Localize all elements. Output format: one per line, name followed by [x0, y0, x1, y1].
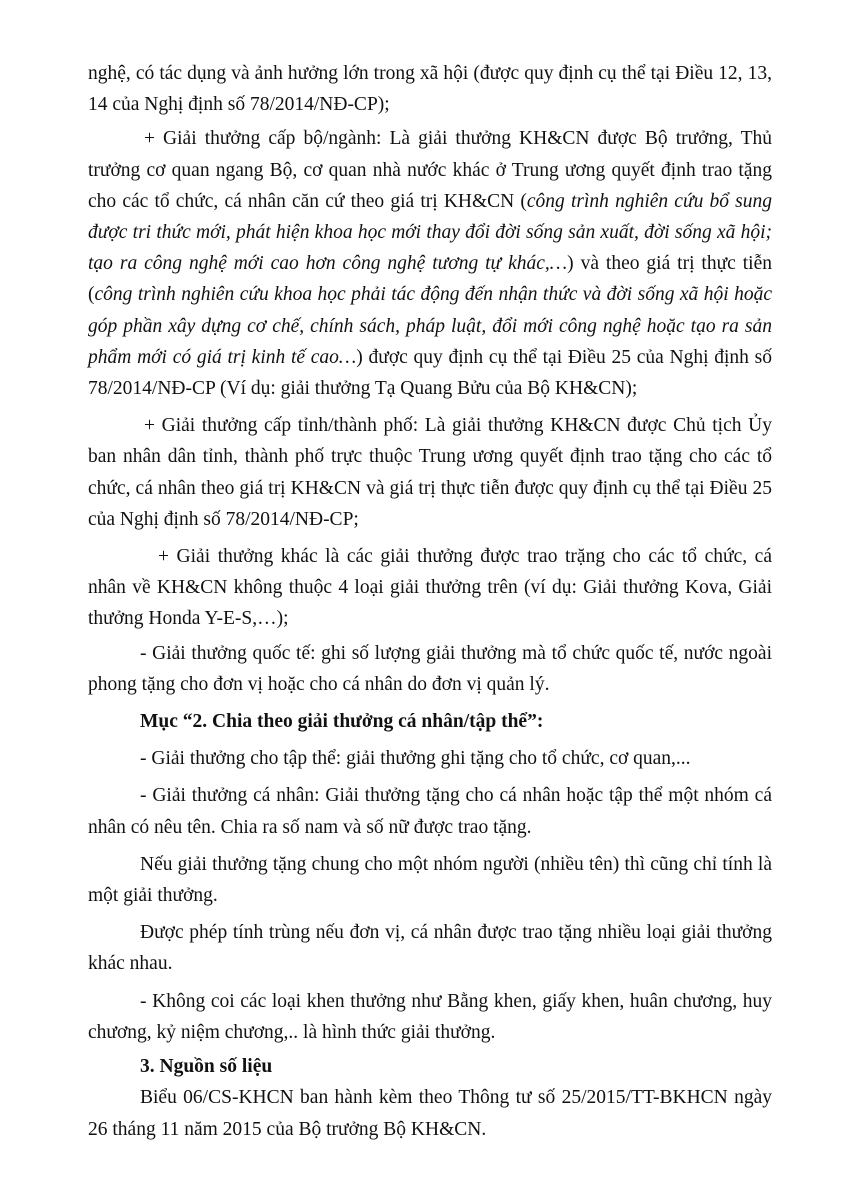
- section-heading-2-text: Mục “2. Chia theo giải thưởng cá nhân/tập thể”:: [140, 711, 544, 733]
- section-heading-3-text: 3. Nguồn số liệu: [140, 1056, 273, 1078]
- ministry-award-italic-2: công trình nghiên cứu khoa học phải tác động đến nhận thức và đời sống xã hội hoặc góp phần xây dựng cơ chế, chính sách, pháp luật, đổi mới công nghệ hoặc tạo ra sản phẩm mới có giá trị kinh tế cao…: [88, 284, 772, 368]
- paragraph-province-award: + Giải thưởng cấp tỉnh/thành phố: Là giải thưởng KH&CN được Chủ tịch Ủy ban nhân dân tỉnh, thành phố trực thuộc Trung ương quyết định trao tặng cho các tổ chức, cá nhân theo giá trị KH&CN và giá trị thực tiễn được quy định cụ thể tại Điều 25 của Nghị định số 78/2014/NĐ-CP;: [88, 415, 772, 530]
- paragraph-duplicate-count: Được phép tính trùng nếu đơn vị, cá nhân được trao tặng nhiều loại giải thưởng khác nhau.: [88, 922, 772, 975]
- section-heading-2: [88, 706, 772, 737]
- paragraph-other-award: + Giải thưởng khác là các giải thưởng được trao trặng cho các tổ chức, cá nhân về KH&CN không thuộc 4 loại giải thưởng trên (ví dụ: Giải thưởng Kova, Giải thưởng Honda Y-E-S,…);: [88, 546, 772, 630]
- paragraph-data-source: Biểu 06/CS-KHCN ban hành kèm theo Thông tư số 25/2015/TT-BKHCN ngày 26 tháng 11 năm 2015 của Bộ trưởng Bộ KH&CN.: [88, 1087, 772, 1140]
- paragraph-collective-award: - Giải thưởng cho tập thể: giải thưởng ghi tặng cho tổ chức, cơ quan,...: [140, 748, 691, 770]
- paragraph-ministry-award: [88, 123, 772, 404]
- ministry-award-text-2: ) và theo giá trị thực tiễn (: [88, 253, 772, 306]
- paragraph-international-award: - Giải thưởng quốc tế: ghi số lượng giải thưởng mà tổ chức quốc tế, nước ngoài phong tặng cho đơn vị hoặc cho cá nhân do đơn vị quản lý.: [88, 642, 772, 695]
- ministry-award-italic-1: công trình nghiên cứu bổ sung được tri thức mới, phát hiện khoa học mới thay đổi đời sống sản xuất, đời sống xã hội; tạo ra công nghệ mới cao hơn công nghệ tương tự khác,…: [88, 190, 773, 275]
- paragraph-exclusions: - Không coi các loại khen thưởng như Bằng khen, giấy khen, huân chương, huy chương, kỷ niệm chương,.. là hình thức giải thưởng.: [88, 990, 772, 1043]
- section-heading-3: [88, 1051, 772, 1082]
- ministry-award-text-3: ) được quy định cụ thể tại Điều 25 của Nghị định số 78/2014/NĐ-CP (Ví dụ: giải thưởng Tạ Quang Bửu của Bộ KH&CN);: [88, 346, 772, 400]
- document-page: [88, 58, 772, 1145]
- paragraph-group-award: Nếu giải thưởng tặng chung cho một nhóm người (nhiều tên) thì cũng chỉ tính là một giải thưởng.: [88, 853, 772, 907]
- ministry-award-text-1: + Giải thưởng cấp bộ/ngành: Là giải thưởng KH&CN được Bộ trưởng, Thủ trưởng cơ quan ngang Bộ, cơ quan nhà nước khác ở Trung ương quyết định trao tặng cho các tổ chức, cá nhân căn cứ theo giá trị KH&CN (: [88, 128, 772, 212]
- paragraph-continuation: nghệ, có tác dụng và ảnh hưởng lớn trong xã hội (được quy định cụ thể tại Điều 12, 13, 14 của Nghị định số 78/2014/NĐ-CP);: [88, 63, 772, 116]
- paragraph-individual-award: - Giải thưởng cá nhân: Giải thưởng tặng cho cá nhân hoặc tập thể một nhóm cá nhân có nêu tên. Chia ra số nam và số nữ được trao tặng.: [88, 785, 772, 838]
